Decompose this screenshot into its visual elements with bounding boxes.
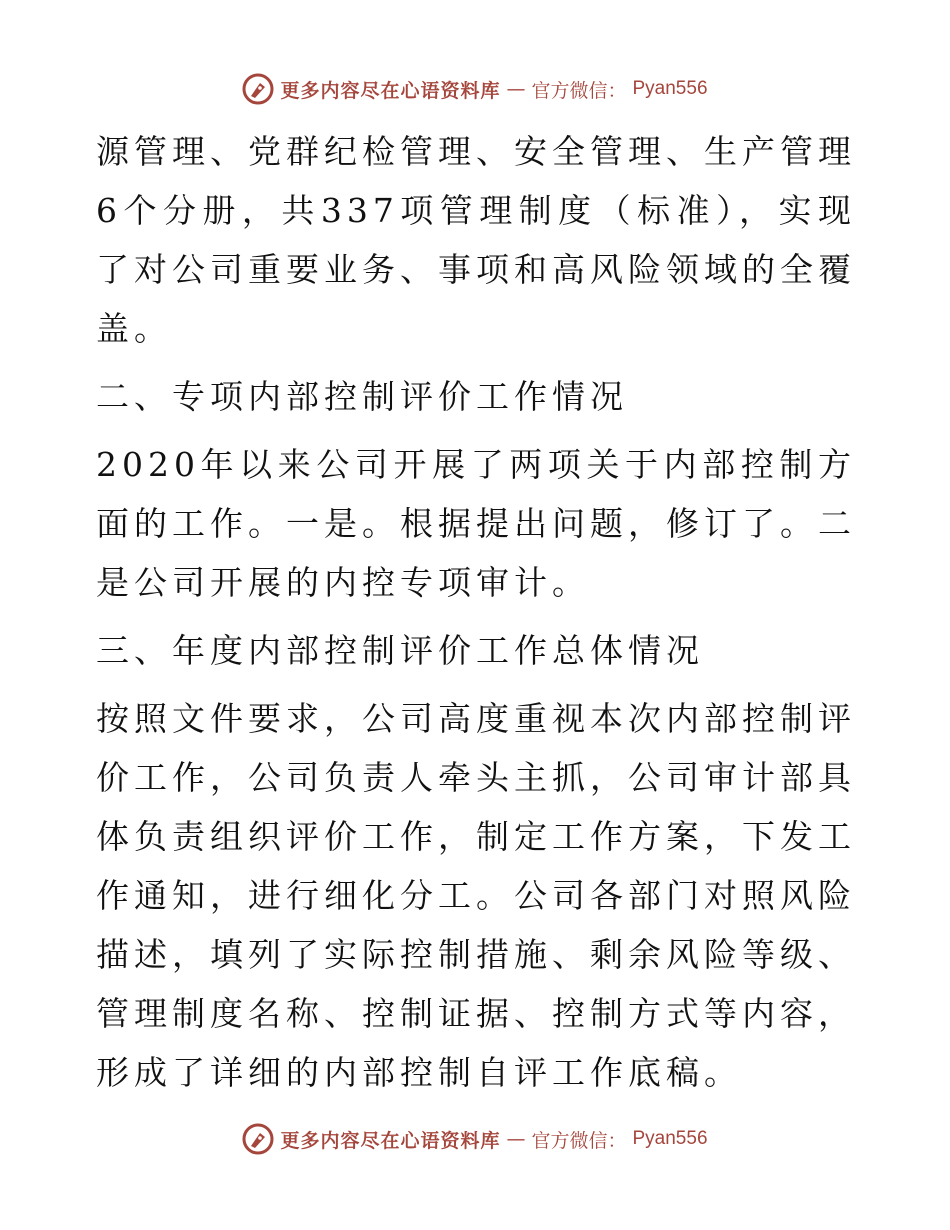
footer-watermark [0,1122,950,1156]
pen-nib-logo-icon [242,1123,274,1155]
watermark-contact-label: 官方微信： [531,79,627,102]
document-body [96,122,856,1102]
watermark-site-text: 更多内容尽在心语资料库 [280,1129,501,1152]
section-heading-annual-evaluation: 三、年度内部控制评价工作总体情况 [96,631,704,670]
section-heading-special-evaluation: 二、专项内部控制评价工作情况 [96,377,628,416]
watermark-site-text: 更多内容尽在心语资料库 [280,79,501,102]
header-watermark [0,72,950,106]
paragraph-management-system: 源管理、党群纪检管理、安全管理、生产管理6个分册，共337项管理制度（标准），实现了对公司重要业务、事项和高风险领域的全覆盖。 [96,132,856,348]
watermark-contact-label: 官方微信： [531,1129,627,1152]
paragraph-annual-evaluation: 按照文件要求，公司高度重视本次内部控制评价工作，公司负责人牵头主抓，公司审计部具体负责组织评价工作，制定工作方案，下发工作通知，进行细化分工。公司各部门对照风险描述，填列了实际控制措施、剩余风险等级、管理制度名称、控制证据、控制方式等内容，形成了详细的内部控制自评工作底稿。 [96,699,856,1092]
watermark-separator: — [506,78,526,100]
paragraph-special-evaluation: 2020年以来公司开展了两项关于内部控制方面的工作。一是。根据提出问题，修订了。二是公司开展的内控专项审计。 [96,445,856,602]
watermark-contact-id: Pyan556 [632,1128,708,1149]
watermark-contact-id: Pyan556 [632,78,708,99]
pen-nib-logo-icon [242,73,274,105]
watermark-separator: — [506,1128,526,1150]
